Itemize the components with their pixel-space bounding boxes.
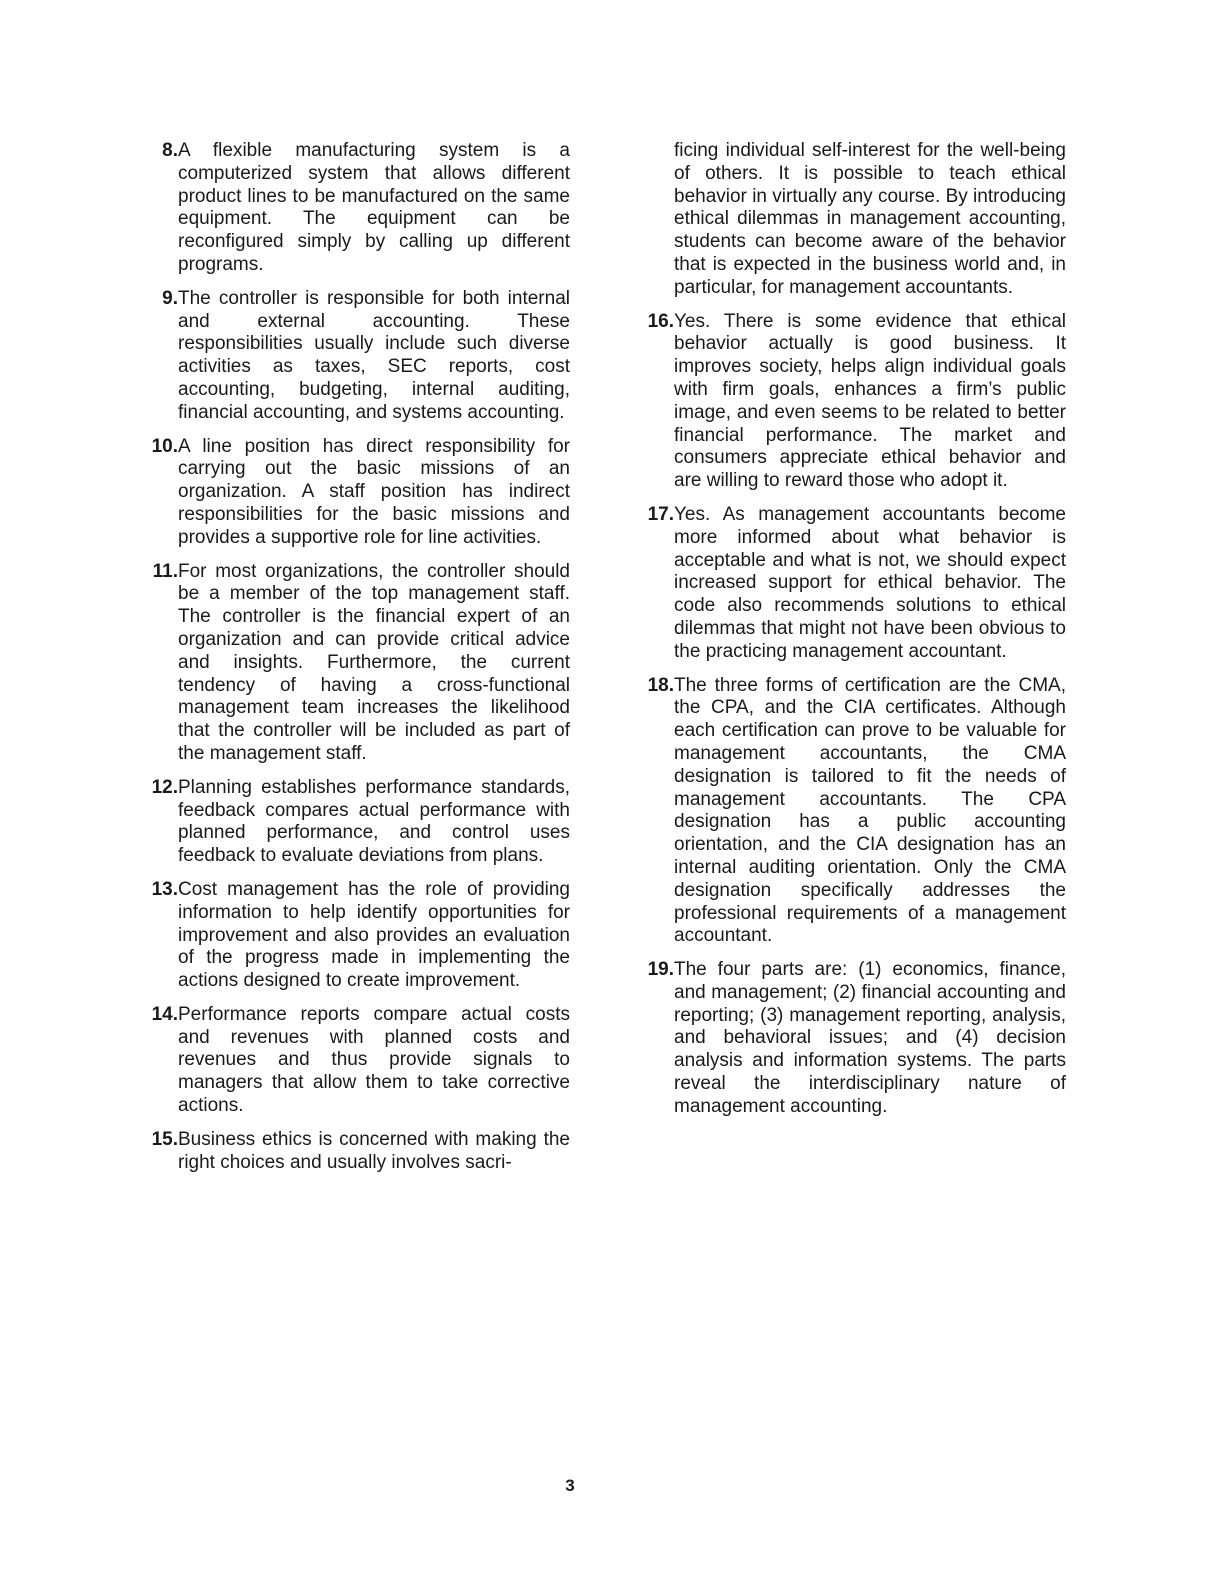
item-text: Yes. There is some evidence that ethical behavior actually is good business. It improves society, helps align individual goals with firm goals, enhances a firm’s public image, and even seems to be related to better financial performance. The market and consumers appreciate ethical behavior and are willing to reward those who adopt it. [674,310,1066,492]
item-number: 8. [162,140,178,161]
item-number: 11. [152,560,178,582]
answer-item-19 [628,959,1066,1119]
right-column [628,140,1066,1130]
answer-item-17 [628,504,1066,664]
item-number: 16. [647,310,674,332]
item-text: For most organizations, the controller should be a member of the top management staff. The controller is the financial expert of an organization and can provide critical advice and insights. Furthermore, the current tendency of having a cross-functional management team increases the likelihood that the controller will be included as part of the management staff. [178,560,570,764]
item-text: The controller is responsible for both internal and external accounting. These responsibilities usually include such diverse activities as taxes, SEC reports, cost accounting, budgeting, internal auditing, financial accounting, and systems accounting. [178,287,570,423]
answer-item-15-continued [628,140,1066,300]
item-text: Cost management has the role of providing information to help identify opportunities for improvement and also provides an evaluation of the progress made in implementing the actions designed to create improvement. [178,878,570,992]
item-text: A flexible manufacturing system is a computerized system that allows different product lines to be manufactured on the same equipment. The equipment can be reconfigured simply by calling up different programs. [178,140,570,275]
item-text: A line position has direct responsibility for carrying out the basic missions of an organization. A staff position has indirect responsibilities for the basic missions and provides a supportive role for line activities. [178,435,570,548]
answer-item-15 [132,1129,570,1175]
answer-item-9 [132,288,570,425]
item-number: 13. [151,878,178,900]
answer-item-8 [132,140,570,277]
item-text: Planning establishes performance standards, feedback compares actual performance with planned performance, and control uses feedback to evaluate deviations from plans. [178,776,570,867]
item-number: 15. [151,1128,178,1150]
item-text: Performance reports compare actual costs and revenues with planned costs and revenues and thus provide signals to managers that allow them to take corrective actions. [178,1003,570,1117]
item-text: The three forms of certification are the CMA, the CPA, and the CIA certificates. Although each certification can prove to be valuable for management accountants, the CMA designation is tailored to fit the needs of management accountants. The CPA designation has a public accounting orientation, and the CIA designation has an internal auditing orientation. Only the CMA designation specifically addresses the professional requirements of a management accountant. [674,674,1066,947]
answer-item-14 [132,1004,570,1118]
item-text-continuation: ficing individual self-interest for the well-being of others. It is possible to teach ethical behavior in virtually any course. By introducing ethical dilemmas in management accounting, students can become aware of the behavior that is expected in the business world and, in particular, for management accountants. [674,140,1066,298]
item-number: 18. [647,674,674,696]
answer-item-18 [628,675,1066,949]
item-number: 19. [647,959,674,981]
answer-item-12 [132,777,570,868]
page-number: 3 [565,1476,575,1495]
left-column [132,140,570,1185]
item-number: 10. [151,435,178,457]
item-number: 17. [647,503,674,525]
item-text: The four parts are: (1) economics, finance, and management; (2) financial accounting and reporting; (3) management reporting, analysis, and behavioral issues; and (4) decision analysis and information systems. The parts reveal the interdisciplinary nature of management accounting. [674,959,1066,1117]
item-text: Business ethics is concerned with making the right choices and usually involves sacri- [178,1128,570,1173]
answer-item-16 [628,311,1066,493]
answer-item-13 [132,879,570,993]
item-number: 9. [162,287,178,309]
answer-item-11 [132,561,570,766]
item-number: 14. [151,1003,178,1025]
item-text: Yes. As management accountants become more informed about what behavior is acceptable and what is not, we should expect increased support for ethical behavior. The code also recommends solutions to ethical dilemmas that might not have been obvious to the practicing management accountant. [674,503,1066,662]
answer-item-10 [132,436,570,550]
item-number: 12. [151,776,178,798]
